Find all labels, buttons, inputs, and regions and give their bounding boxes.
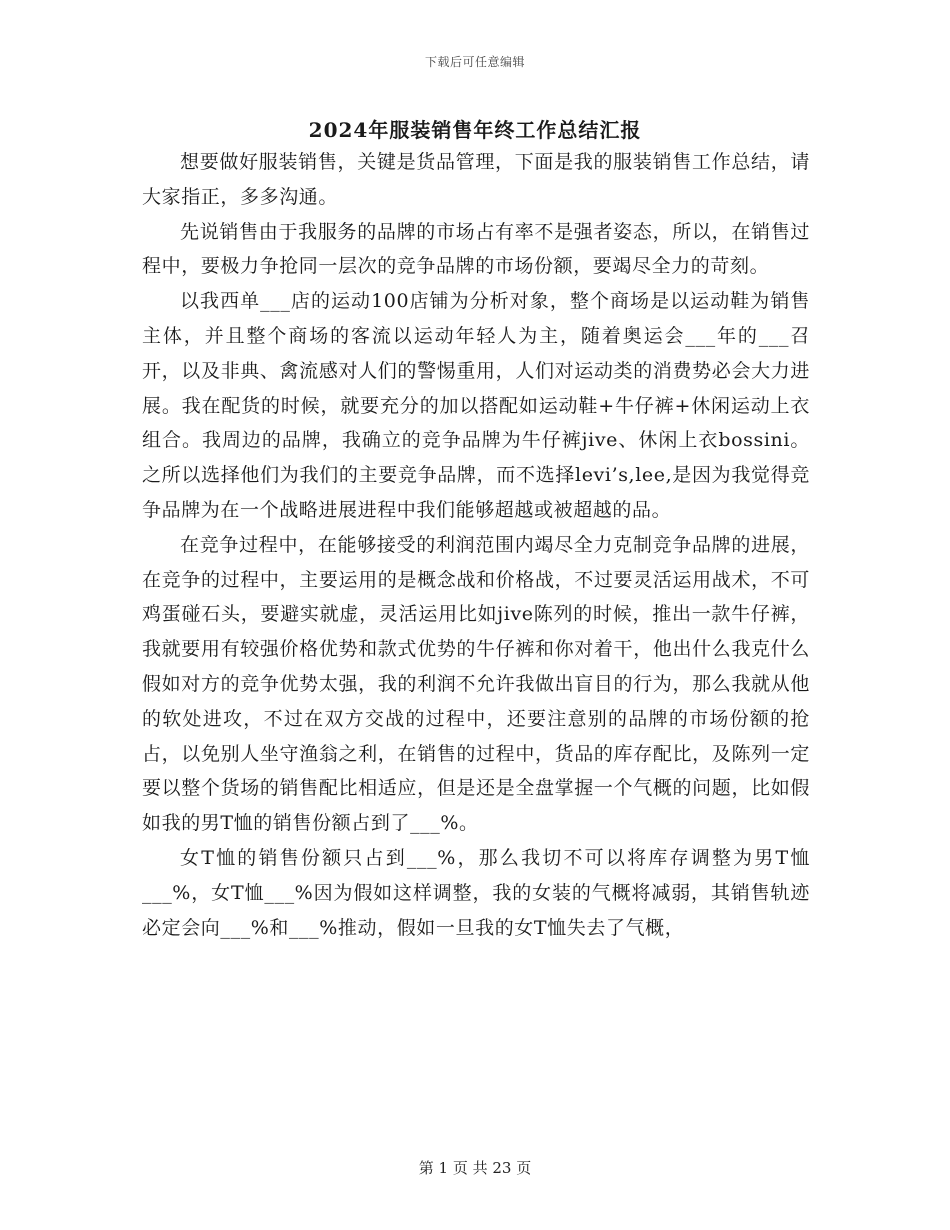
paragraph-sales: 先说销售由于我服务的品牌的市场占有率不是强者姿态，所以，在销售过程中，要极力争抢同一层次的竞争品牌的市场份额，要竭尽全力的苛刻。 <box>142 220 810 278</box>
header-note: 下载后可任意编辑 <box>424 55 525 69</box>
page-number: 第 1 页 共 23 页 <box>418 1159 532 1177</box>
paragraph-intro: 想要做好服装销售，关键是货品管理，下面是我的服装销售工作总结，请大家指正，多多沟通。 <box>142 151 810 208</box>
paragraph-competition: 在竞争过程中，在能够接受的利润范围内竭尽全力克制竞争品牌的进展，在竞争的过程中，主要运用的是概念战和价格战，不过要灵活运用战术，不可鸡蛋碰石头，要避实就虚，灵活运用比如jive陈列的时候，推出一款牛仔裤，我就要用有较强价格优势和款式优势的牛仔裤和你对着干，他出什么我克什么假如对方的竞争优势太强，我的利润不允许我做出盲目的行为，那么我就从他的软处进攻，不过在双方交战的过程中，还要注意别的品牌的市场份额的抢占，以免别人坐守渔翁之利，在销售的过程中，货品的库存配比，及陈列一定要以整个货场的销售配比相适应，但是还是全盘掌握一个气概的问题，比如假如我的男T恤的销售份额占到了___%。 <box>142 533 810 835</box>
document-title: 2024年服装销售年终工作总结汇报 <box>308 118 642 142</box>
document-body <box>142 145 810 945</box>
paragraph-store-analysis: 以我西单___店的运动100店铺为分析对象，整个商场是以运动鞋为销售主体，并且整个商场的客流以运动年轻人为主，随着奥运会___年的___召开，以及非典、禽流感对人们的警惕重用，人们对运动类的消费势必会大力进展。我在配货的时候，就要充分的加以搭配如运动鞋+牛仔裤+休闲运动上衣组合。我周边的品牌，我确立的竞争品牌为牛仔裤jive、休闲上衣bossini。之所以选择他们为我们的主要竞争品牌，而不选择levi’s,lee,是因为我觉得竞争品牌为在一个战略进展进程中我们能够超越或被超越的品。 <box>142 290 810 521</box>
paragraph-inventory: 女T恤的销售份额只占到___%，那么我切不可以将库存调整为男T恤___%，女T恤___%因为假如这样调整，我的女装的气概将减弱，其销售轨迹必定会向___%和___%推动，假如一旦我的女T恤失去了气概， <box>142 846 810 939</box>
